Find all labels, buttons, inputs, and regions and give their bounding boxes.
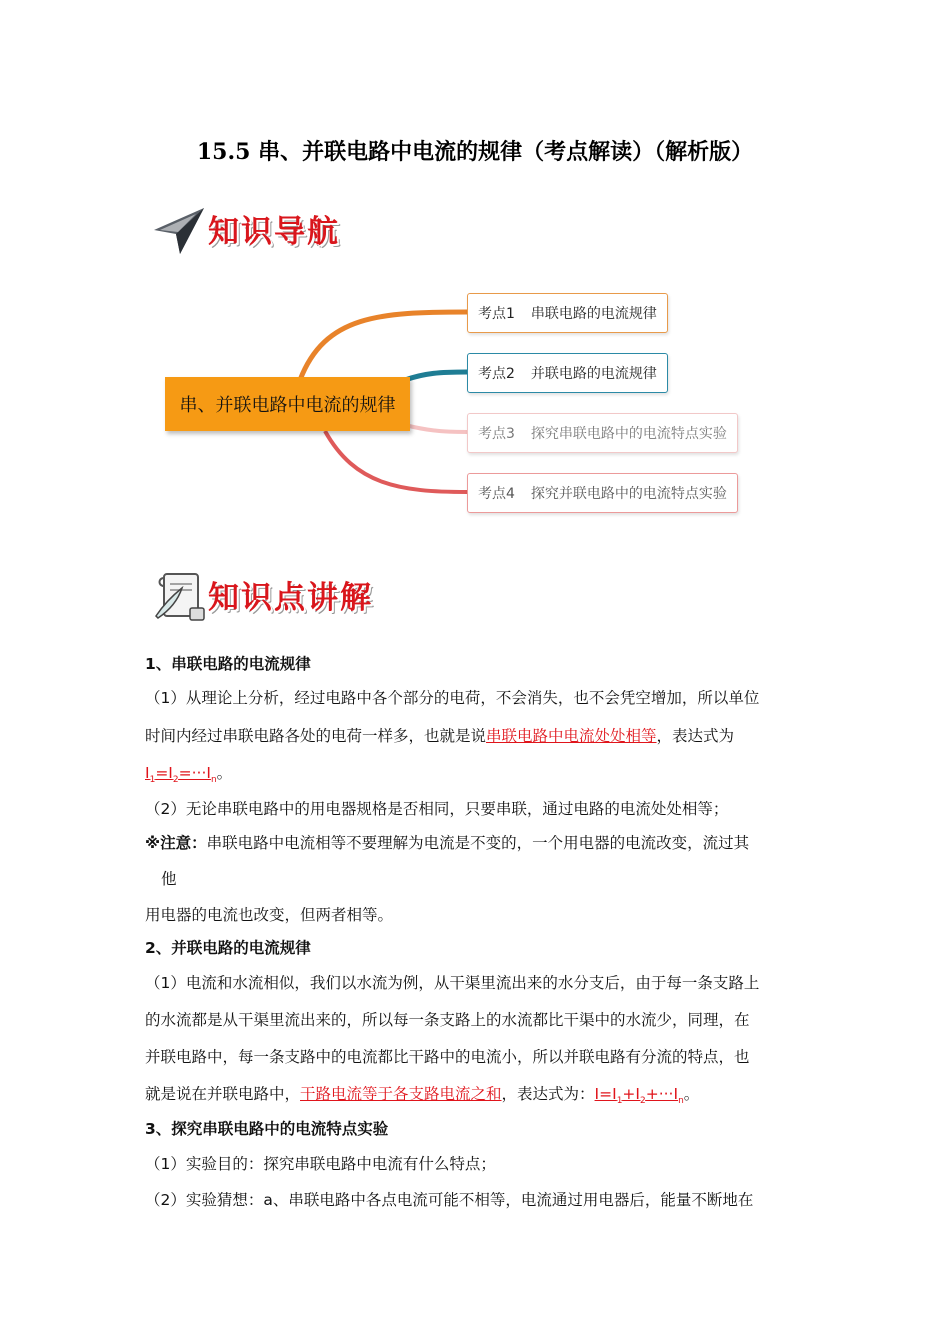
formula-sub: 1 [149,775,156,786]
formula [145,764,217,786]
branch-label: 串联电路的电流规律 [530,306,657,322]
branch-number: 考点2 [478,366,515,382]
connector-3 [405,425,467,432]
connector-2 [405,372,467,380]
banner-title: 知识点讲解 [208,580,373,616]
text-segment: 。 [683,1085,700,1103]
paragraph-line: （1）实验目的：探究串联电路中电流有什么特点； [145,1155,496,1173]
branch-number: 考点4 [478,486,515,502]
note-label: ※注意： [145,834,207,852]
formula-part: =···I [178,764,211,782]
formula-parallel [594,1085,684,1107]
connector-1 [300,312,467,380]
paragraph-line [145,724,734,746]
page-title: 15.5 串、并联电路中电流的规律（考点解读）（解析版） [196,139,754,165]
mind-map-branch-4 [467,473,738,513]
formula-part: I [145,764,150,782]
formula-sub: 1 [616,1096,623,1107]
banner-title: 知识导航 [208,214,340,250]
formula-part: I=I [594,1085,617,1103]
mind-map-root: 串、并联电路中电流的规律 [165,377,410,431]
mind-map-branch-3 [467,413,738,453]
mind-map [150,285,770,525]
paragraph-line [145,1082,699,1106]
paragraph-line: 并联电路中，每一条支路中的电流都比干路中的电流小，所以并联电路有分流的特点，也 [145,1048,750,1066]
branch-label: 探究串联电路中的电流特点实验 [530,426,727,442]
mind-map-branch-1 [467,293,668,333]
text-segment: 就是说在并联电路中， [145,1085,301,1103]
highlighted-text: 串联电路中电流处处相等 [486,727,657,745]
text-segment: 。 [216,764,233,782]
banner-knowledge-points [150,566,450,626]
formula-part: =I [155,764,173,782]
branch-number: 考点1 [478,306,515,322]
formula-part: +···I [645,1085,679,1103]
paragraph-line: （2）实验猜想：a、串联电路中各点电流可能不相等，电流通过用电器后，能量不断地在 [145,1191,754,1209]
formula-sub: 2 [639,1096,646,1107]
section-1-heading: 1、串联电路的电流规律 [145,655,311,673]
connector-4 [325,431,467,492]
highlighted-text: 干路电流等于各支路电流之和 [300,1085,502,1103]
branch-number: 考点3 [478,426,515,442]
branch-label: 并联电路的电流规律 [530,366,657,382]
note-line [145,831,749,853]
text-segment: ，表达式为： [501,1085,595,1103]
paper-plane-icon [150,200,210,260]
text-segment: 时间内经过串联电路各处的电荷一样多，也就是说 [145,727,487,745]
branch-label: 探究并联电路中的电流特点实验 [530,486,727,502]
note-line: 他 [161,870,177,888]
paragraph-line: 的水流都是从干渠里流出来的，所以每一条支路上的水流都比干渠中的水流少，同理，在 [145,1011,750,1029]
formula-sub: 2 [172,775,179,786]
text-segment: 串联电路中电流相等不要理解为电流是不变的，一个用电器的电流改变，流过其 [206,834,750,852]
note-line: 用电器的电流也改变，但两者相等。 [145,906,394,924]
scroll-quill-icon [150,566,210,626]
formula-part: +I [622,1085,640,1103]
paragraph-line: （1）电流和水流相似，我们以水流为例，从干渠里流出来的水分支后，由于每一条支路上 [145,974,760,992]
formula-sub: n [210,775,217,786]
section-2-heading: 2、并联电路的电流规律 [145,939,311,957]
mind-map-branch-2 [467,353,668,393]
banner-knowledge-navigation [150,200,410,260]
formula-series [145,761,232,785]
section-3-heading: 3、探究串联电路中的电流特点实验 [145,1120,389,1138]
paragraph-line: （2）无论串联电路中的用电器规格是否相同，只要串联，通过电路的电流处处相等； [145,800,729,818]
paragraph-line: （1）从理论上分析，经过电路中各个部分的电荷，不会消失，也不会凭空增加，所以单位 [145,689,760,707]
text-segment: ，表达式为 [656,727,735,745]
formula-sub: n [678,1096,684,1107]
